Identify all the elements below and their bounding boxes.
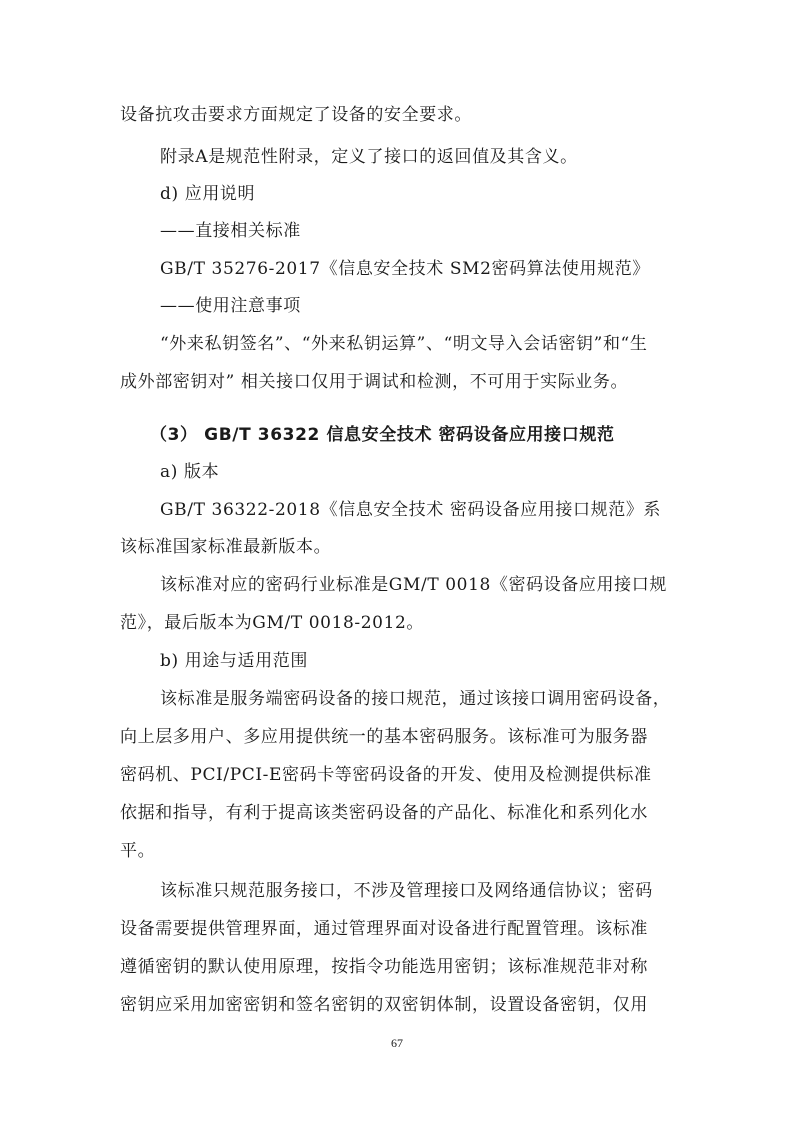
paragraph-line: 成外部密钥对” 相关接口仅用于调试和检测，不可用于实际业务。: [120, 372, 629, 392]
paragraph-line: 依据和指导，有利于提高该类密码设备的产品化、标准化和系列化水: [120, 803, 648, 823]
paragraph-line: 该标准是服务端密码设备的接口规范，通过该接口调用密码设备，: [160, 689, 671, 709]
paragraph-line: 平。: [120, 841, 156, 861]
paragraph-line: 该标准对应的密码行业标准是GM/T 0018《密码设备应用接口规: [160, 575, 667, 595]
paragraph-line: 设备抗攻击要求方面规定了设备的安全要求。: [120, 105, 472, 125]
paragraph-line: 附录A是规范性附录，定义了接口的返回值及其含义。: [160, 147, 578, 167]
paragraph-line: 密钥应采用加密密钥和签名密钥的双密钥体制，设置设备密钥，仅用: [120, 995, 648, 1015]
dash-item-direct-standards: ——直接相关标准: [160, 221, 301, 241]
section-label-d: d) 应用说明: [160, 184, 256, 204]
standard-reference: GB/T 35276-2017《信息安全技术 SM2密码算法使用规范》: [160, 259, 650, 279]
paragraph-line: “外来私钥签名”、“外来私钥运算”、“明文导入会话密钥”和“生: [160, 334, 648, 354]
paragraph-line: 遵循密钥的默认使用原理，按指令功能选用密钥；该标准规范非对称: [120, 957, 648, 977]
paragraph-line: 该标准国家标准最新版本。: [120, 537, 332, 557]
section-label-a: a) 版本: [160, 462, 220, 482]
paragraph-line: 设备需要提供管理界面，通过管理界面对设备进行配置管理。该标准: [120, 919, 648, 939]
paragraph-line: 该标准只规范服务接口，不涉及管理接口及网络通信协议；密码: [160, 881, 653, 901]
section-heading: （3） GB/T 36322 信息安全技术 密码设备应用接口规范: [150, 425, 615, 445]
paragraph-line: 范》，最后版本为GM/T 0018-2012。: [120, 613, 425, 633]
section-label-b: b) 用途与适用范围: [160, 651, 308, 671]
dash-item-notes: ——使用注意事项: [160, 296, 301, 316]
paragraph-line: 向上层多用户、多应用提供统一的基本密码服务。该标准可为服务器: [120, 727, 648, 747]
paragraph-line: GB/T 36322-2018《信息安全技术 密码设备应用接口规范》系: [160, 500, 662, 520]
page-number: 67: [391, 1036, 403, 1050]
paragraph-line: 密码机、PCI/PCI-E密码卡等密码设备的开发、使用及检测提供标准: [120, 765, 652, 785]
